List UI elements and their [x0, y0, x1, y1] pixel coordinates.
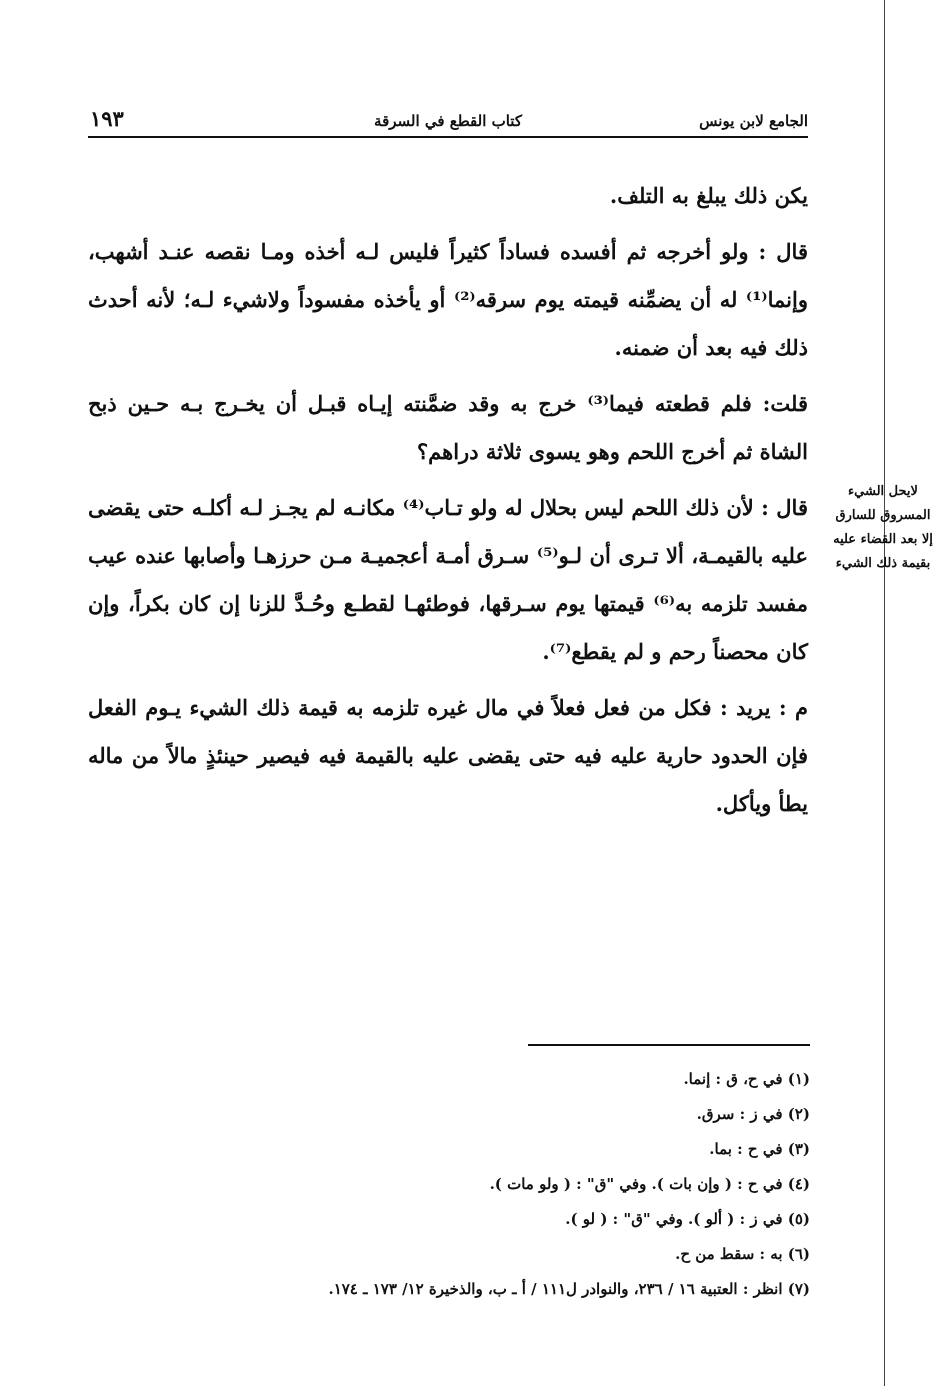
- running-header: [88, 108, 808, 138]
- footnote: (٥) في ز : ( ألو ). وفي "ق" : ( لو ).: [565, 1210, 810, 1228]
- header-chapter-title: كتاب القطع في السرقة: [374, 112, 522, 130]
- footnote: (٦) به : سقط من ح.: [675, 1245, 810, 1263]
- footnote: (٧) انظر : العتبية ١٦ / ٢٣٦، والنوادر ل١١١ / أ ـ ب، والذخيرة ١٢/ ١٧٣ ـ ١٧٤.: [328, 1280, 810, 1298]
- footnote: (٣) في ح : بما.: [709, 1140, 810, 1158]
- margin-note-line: إلا بعد القضاء عليه: [833, 532, 933, 547]
- paragraph: يكن ذلك يبلغ به التلف.: [609, 183, 808, 208]
- main-text: [88, 172, 808, 828]
- footnote: (٤) في ح : ( وإن بات ). وفي "ق" : ( ولو مات ).: [489, 1175, 810, 1193]
- paragraph: م : يريد : فكل من فعل فعلاً في مال غيره تلزمه به قيمة ذلك الشيء يـوم الفعل فإن الحدود حارية عليه فيه حتى يقضى عليه بالقيمة فيه فيصير حينئذٍ مالاً من ماله يطأ ويأكل.: [88, 695, 808, 816]
- paragraph: قال : ولو أخرجه ثم أفسده فساداً كثيراً فليس لـه أخذه ومـا نقصه عنـد أشهب، وإنما⁽¹⁾ له أن يضمِّنه قيمته يوم سرقه⁽²⁾ أو يأخذه مفسوداً ولاشيء لـه؛ لأنه أحدث ذلك فيه بعد أن ضمنه.: [88, 239, 809, 360]
- margin-note-line: لايحل الشيء: [848, 484, 918, 499]
- footnote: (١) في ح، ق : إنما.: [683, 1070, 810, 1088]
- paragraph: قال : لأن ذلك اللحم ليس بحلال له ولو تـاب⁽⁴⁾ مكانـه لم يجـز لـه أكلـه حتى يقضى عليه بالقيمـة، ألا تـرى أن لـو⁽⁵⁾ سـرق أمـة أعجميـة مـن حرزهـا وأصابها عنده عيب مفسد تلزمه به⁽⁶⁾ قيمتها يوم سـرقها، فوطئهـا لقطـع وحُـدَّ للزنا إن كان بكراً، وإن كان محصناً رحم و لم يقطع⁽⁷⁾.: [88, 495, 809, 664]
- paragraph: قلت: فلم قطعته فيما⁽³⁾ خرج به وقد ضمَّنته إيـاه قبـل أن يخـرج بـه حـين ذبح الشاة ثم أخرج اللحم وهو يسوى ثلاثة دراهم؟: [88, 391, 808, 464]
- margin-note: [818, 480, 945, 576]
- header-book-title: الجامع لابن يونس: [699, 112, 808, 130]
- footnote-separator: [528, 1044, 810, 1046]
- footnote: (٢) في ز : سرق.: [696, 1105, 810, 1123]
- footnotes: [100, 1062, 810, 1307]
- page-number: ١٩٣: [90, 106, 124, 131]
- margin-note-line: بقيمة ذلك الشيء: [835, 556, 931, 571]
- margin-rule: [884, 0, 885, 1386]
- margin-note-line: المسروق للسارق: [835, 508, 931, 523]
